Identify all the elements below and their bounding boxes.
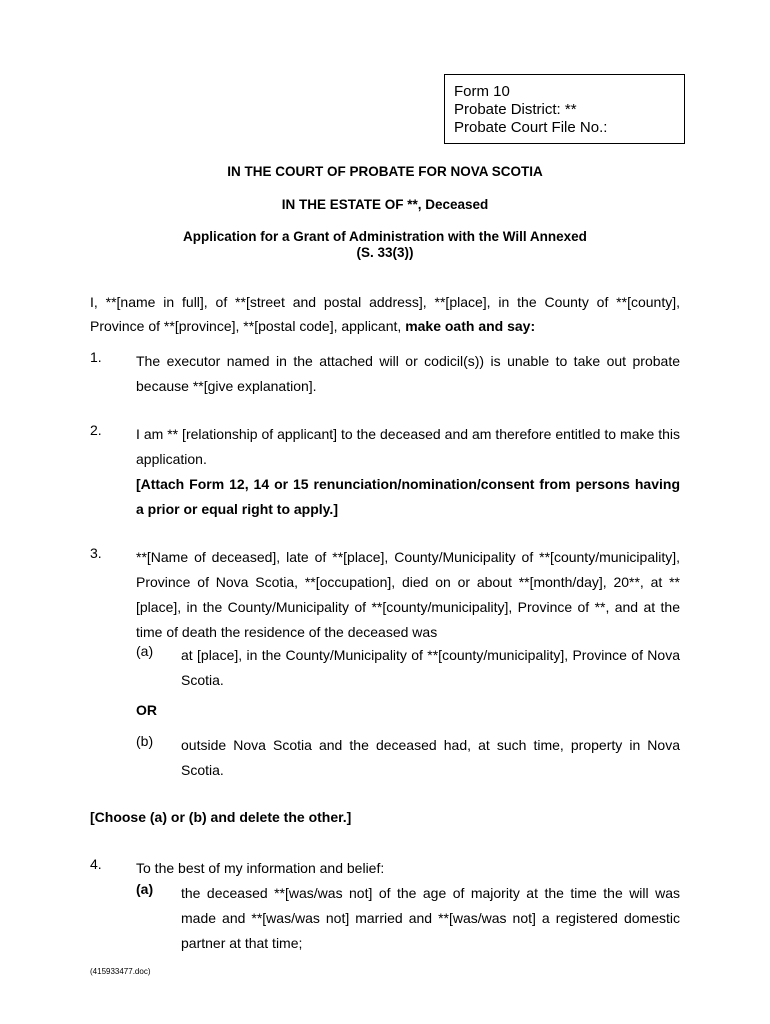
form-number: Form 10 bbox=[454, 83, 510, 100]
item-2-body bbox=[136, 422, 680, 522]
application-title bbox=[0, 229, 770, 261]
item-2-instruction: [Attach Form 12, 14 or 15 renunciation/nomination/consent from persons having a prior or equal right to apply.] bbox=[136, 476, 680, 517]
probate-district: Probate District: ** bbox=[454, 101, 577, 118]
court-heading: IN THE COURT OF PROBATE FOR NOVA SCOTIA bbox=[227, 164, 543, 179]
intro-oath: make oath and say: bbox=[405, 318, 536, 334]
title-line-1: Application for a Grant of Administration with the Will Annexed bbox=[183, 229, 587, 244]
probate-file-no: Probate Court File No.: bbox=[454, 119, 608, 136]
item-2-text: I am ** [relationship of applicant] to the deceased and am therefore entitled to make this application. bbox=[136, 426, 680, 467]
item-1-number: 1. bbox=[90, 349, 102, 365]
item-3-text: **[Name of deceased], late of **[place], County/Municipality of **[county/municipality], Province of Nova Scotia, **[occupation], died on or about **[month/day], 20**, at **[place], in the County/Municipality of **[county/municipality], Province of **, and at the time of death the residence of the deceased was bbox=[136, 549, 680, 640]
intro-text: I, **[name in full], of **[street and postal address], **[place], in the County of **[county], Province of **[province], **[postal code], applicant, bbox=[90, 294, 680, 334]
item-4-number: 4. bbox=[90, 856, 102, 872]
choose-instruction: [Choose (a) or (b) and delete the other.] bbox=[90, 809, 352, 825]
item-3-b-label: (b) bbox=[136, 733, 154, 749]
item-4-a-label: (a) bbox=[136, 881, 154, 897]
item-3-b-text: outside Nova Scotia and the deceased had, at such time, property in Nova Scotia. bbox=[181, 737, 680, 778]
estate-heading: IN THE ESTATE OF **, Deceased bbox=[281, 197, 489, 212]
title-line-2: (S. 33(3)) bbox=[356, 245, 414, 260]
item-2-number: 2. bbox=[90, 422, 102, 438]
form-info-box bbox=[444, 74, 685, 144]
item-4-a-text: the deceased **[was/was not] of the age of majority at the time the will was made and **[was/was not] married and **[was/was not] a registered domestic partner at that time; bbox=[181, 885, 680, 951]
item-3-or: OR bbox=[136, 702, 157, 718]
intro-paragraph bbox=[90, 290, 680, 338]
item-3-a-text: at [place], in the County/Municipality of **[county/municipality], Province of Nova Scotia. bbox=[181, 647, 680, 688]
item-1-text: The executor named in the attached will or codicil(s)) is unable to take out probate because **[give explanation]. bbox=[136, 353, 680, 394]
item-3-a-label: (a) bbox=[136, 643, 154, 659]
item-3-number: 3. bbox=[90, 545, 102, 561]
item-4-text: To the best of my information and belief: bbox=[136, 860, 385, 876]
document-footer: (415933477.doc) bbox=[90, 967, 151, 976]
